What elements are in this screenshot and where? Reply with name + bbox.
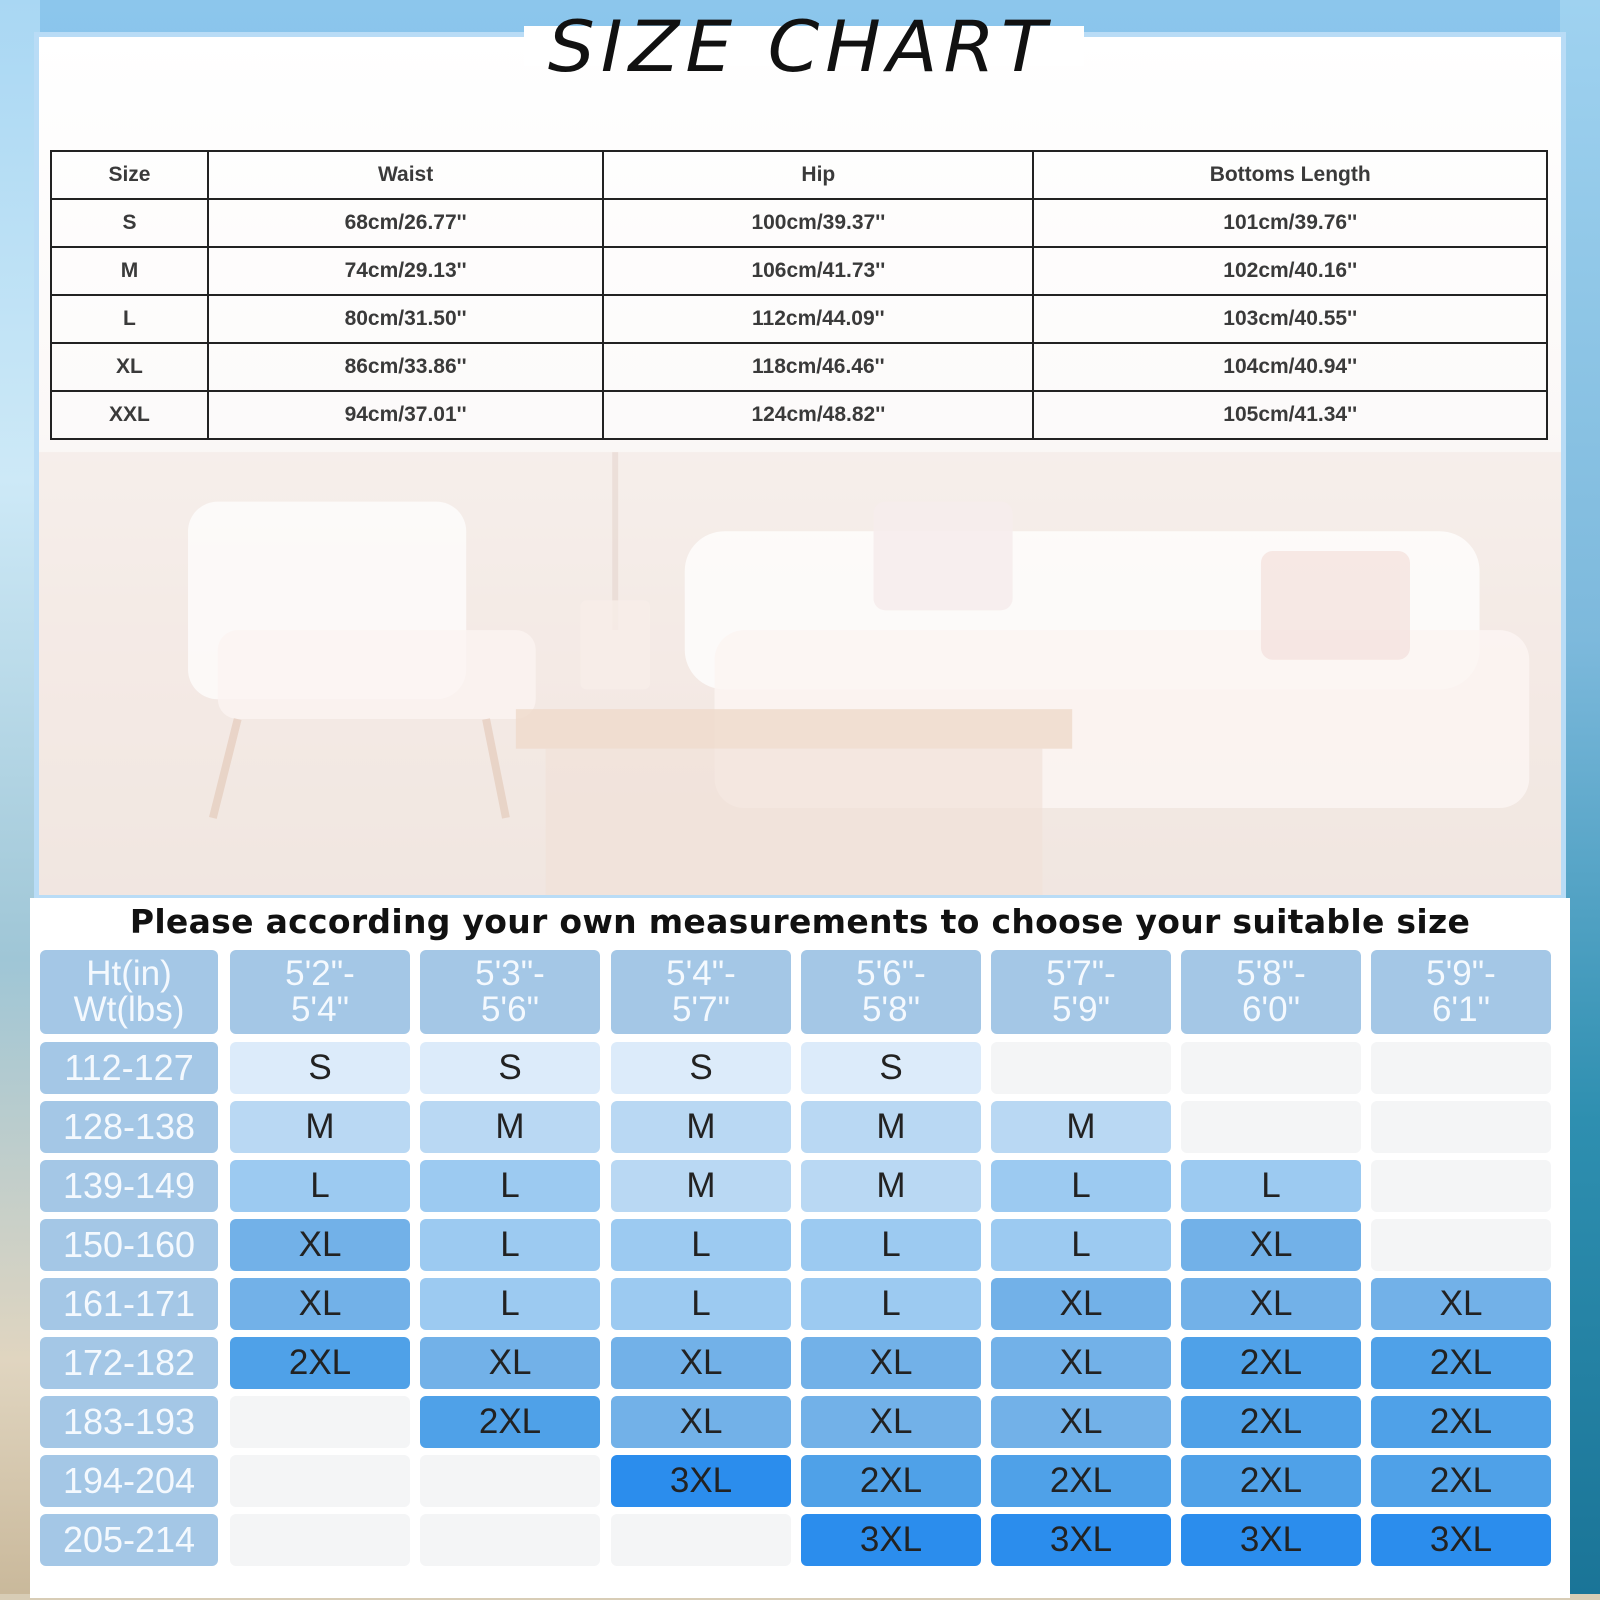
cell-bottoms-length: 101cm/39.76'' <box>1033 199 1547 247</box>
size-cell: M <box>801 1160 981 1212</box>
cell-bottoms-length: 104cm/40.94'' <box>1033 343 1547 391</box>
header-line: 5'7" <box>671 990 731 1029</box>
weight-row-header: 183-193 <box>40 1396 218 1448</box>
empty-size-cell <box>611 1514 791 1566</box>
empty-size-cell <box>420 1514 600 1566</box>
size-cell: 2XL <box>420 1396 600 1448</box>
empty-size-cell <box>420 1455 600 1507</box>
size-cell: S <box>801 1042 981 1094</box>
header-line: 5'4"- <box>666 954 736 993</box>
header-line: 6'0" <box>1241 990 1301 1029</box>
column-header-bottoms-length: Bottoms Length <box>1033 151 1547 199</box>
cell-size: M <box>51 247 208 295</box>
header-line: Wt(lbs) <box>73 990 185 1029</box>
size-cell: XL <box>801 1337 981 1389</box>
size-cell: L <box>420 1278 600 1330</box>
header-line: 5'7"- <box>1046 954 1116 993</box>
height-column-header <box>1181 950 1361 1034</box>
cell-size: S <box>51 199 208 247</box>
empty-size-cell <box>1371 1160 1551 1212</box>
weight-row-header: 128-138 <box>40 1101 218 1153</box>
empty-size-cell <box>991 1042 1171 1094</box>
size-cell: M <box>420 1101 600 1153</box>
header-line: 5'6"- <box>856 954 926 993</box>
cell-hip: 112cm/44.09'' <box>603 295 1033 343</box>
weight-row-header: 112-127 <box>40 1042 218 1094</box>
empty-size-cell <box>1371 1042 1551 1094</box>
size-cell: XL <box>611 1396 791 1448</box>
size-cell: L <box>991 1160 1171 1212</box>
empty-size-cell <box>230 1455 410 1507</box>
size-cell: 3XL <box>801 1514 981 1566</box>
height-column-header <box>991 950 1171 1034</box>
cell-bottoms-length: 105cm/41.34'' <box>1033 391 1547 439</box>
size-cell: 2XL <box>1181 1396 1361 1448</box>
header-line: 5'2"- <box>285 954 355 993</box>
weight-row-header: 150-160 <box>40 1219 218 1271</box>
cell-waist: 74cm/29.13'' <box>208 247 603 295</box>
measurement-table <box>50 150 1548 440</box>
height-column-header <box>801 950 981 1034</box>
header-line: 5'4" <box>290 990 350 1029</box>
cell-waist: 80cm/31.50'' <box>208 295 603 343</box>
header-line: 5'8" <box>861 990 921 1029</box>
size-cell: L <box>801 1219 981 1271</box>
measurement-table-header-row <box>51 151 1547 199</box>
size-cell: XL <box>230 1219 410 1271</box>
size-cell: L <box>611 1278 791 1330</box>
size-cell: 2XL <box>1371 1337 1551 1389</box>
height-column-header <box>611 950 791 1034</box>
column-header-waist: Waist <box>208 151 603 199</box>
size-cell: XL <box>801 1396 981 1448</box>
empty-size-cell <box>1371 1219 1551 1271</box>
header-line: 5'8"- <box>1236 954 1306 993</box>
cell-size: XL <box>51 343 208 391</box>
table-row <box>51 295 1547 343</box>
table-row <box>51 247 1547 295</box>
cell-hip: 124cm/48.82'' <box>603 391 1033 439</box>
header-line: 5'9" <box>1051 990 1111 1029</box>
size-cell: XL <box>420 1337 600 1389</box>
height-column-header <box>1371 950 1551 1034</box>
cell-bottoms-length: 102cm/40.16'' <box>1033 247 1547 295</box>
cell-bottoms-length: 103cm/40.55'' <box>1033 295 1547 343</box>
size-cell: L <box>611 1219 791 1271</box>
cell-waist: 86cm/33.86'' <box>208 343 603 391</box>
size-guide-panel <box>30 898 1570 1598</box>
weight-row-header: 194-204 <box>40 1455 218 1507</box>
size-cell: 2XL <box>991 1455 1171 1507</box>
table-row <box>51 343 1547 391</box>
size-cell: 3XL <box>1371 1514 1551 1566</box>
size-cell: XL <box>1181 1219 1361 1271</box>
empty-size-cell <box>1371 1101 1551 1153</box>
empty-size-cell <box>230 1396 410 1448</box>
header-line: 6'1" <box>1431 990 1491 1029</box>
size-cell: 2XL <box>1371 1396 1551 1448</box>
size-cell: 2XL <box>1371 1455 1551 1507</box>
size-cell: 2XL <box>1181 1337 1361 1389</box>
size-cell: XL <box>230 1278 410 1330</box>
size-cell: M <box>801 1101 981 1153</box>
size-cell: 2XL <box>1181 1455 1361 1507</box>
table-row <box>51 199 1547 247</box>
size-cell: 2XL <box>801 1455 981 1507</box>
size-cell: XL <box>991 1278 1171 1330</box>
weight-row-header: 205-214 <box>40 1514 218 1566</box>
size-cell: XL <box>1181 1278 1361 1330</box>
size-cell: S <box>611 1042 791 1094</box>
height-column-header <box>420 950 600 1034</box>
column-header-hip: Hip <box>603 151 1033 199</box>
empty-size-cell <box>1181 1042 1361 1094</box>
cell-hip: 100cm/39.37'' <box>603 199 1033 247</box>
empty-size-cell <box>1181 1101 1361 1153</box>
table-row <box>51 391 1547 439</box>
cell-size: L <box>51 295 208 343</box>
size-cell: L <box>230 1160 410 1212</box>
size-cell: M <box>611 1160 791 1212</box>
size-cell: XL <box>1371 1278 1551 1330</box>
size-cell: XL <box>991 1396 1171 1448</box>
size-cell: L <box>420 1160 600 1212</box>
size-cell: 3XL <box>611 1455 791 1507</box>
size-cell: L <box>991 1219 1171 1271</box>
cell-waist: 68cm/26.77'' <box>208 199 603 247</box>
cell-hip: 106cm/41.73'' <box>603 247 1033 295</box>
empty-size-cell <box>230 1514 410 1566</box>
size-cell: M <box>991 1101 1171 1153</box>
header-line: 5'6" <box>480 990 540 1029</box>
size-cell: L <box>420 1219 600 1271</box>
cell-waist: 94cm/37.01'' <box>208 391 603 439</box>
size-cell: XL <box>611 1337 791 1389</box>
size-cell: S <box>230 1042 410 1094</box>
page-title: SIZE CHART <box>547 6 1053 88</box>
cell-size: XXL <box>51 391 208 439</box>
size-cell: S <box>420 1042 600 1094</box>
weight-row-header: 161-171 <box>40 1278 218 1330</box>
size-cell: M <box>230 1101 410 1153</box>
height-column-header <box>230 950 410 1034</box>
weight-row-header: 139-149 <box>40 1160 218 1212</box>
size-guide-headline: Please according your own measurements to choose your suitable size <box>129 902 1471 941</box>
weight-row-header: 172-182 <box>40 1337 218 1389</box>
size-cell: L <box>1181 1160 1361 1212</box>
cell-hip: 118cm/46.46'' <box>603 343 1033 391</box>
size-cell: XL <box>991 1337 1171 1389</box>
size-cell: 3XL <box>991 1514 1171 1566</box>
size-cell: 3XL <box>1181 1514 1361 1566</box>
size-cell: L <box>801 1278 981 1330</box>
corner-header-height-weight <box>40 950 218 1034</box>
size-cell: M <box>611 1101 791 1153</box>
header-line: 5'9"- <box>1426 954 1496 993</box>
size-cell: 2XL <box>230 1337 410 1389</box>
header-line: 5'3"- <box>475 954 545 993</box>
column-header-size: Size <box>51 151 208 199</box>
header-line: Ht(in) <box>86 954 172 993</box>
